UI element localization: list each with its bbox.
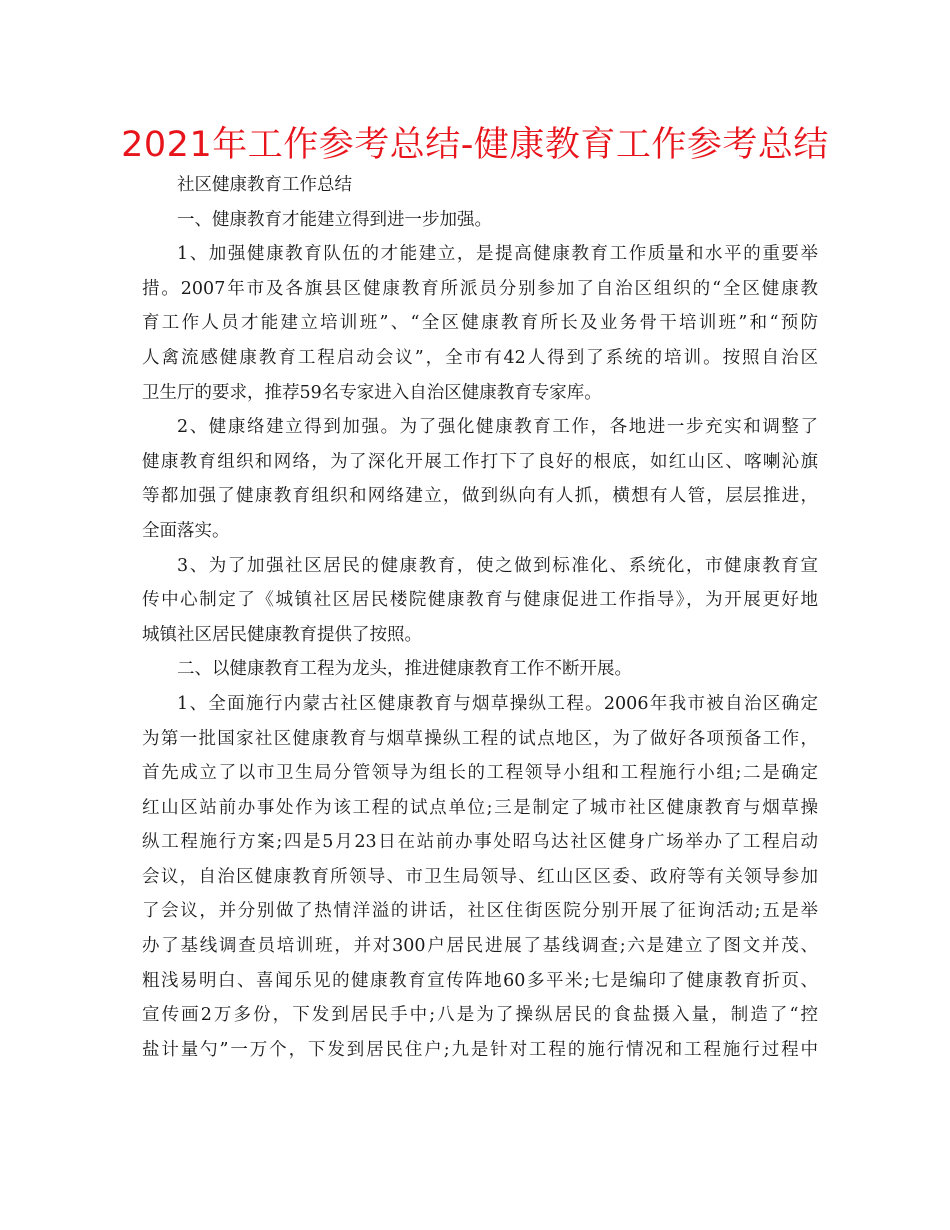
paragraph-line: 人禽流感健康教育工程启动会议”，全市有42人得到了系统的培训。按照自治区 bbox=[142, 347, 818, 368]
paragraph-line: 首先成立了以市卫生局分管领导为组长的工程领导小组和工程施行小组;二是确定 bbox=[142, 763, 818, 784]
paragraph-line: 措。2007年市及各旗县区健康教育所派员分别参加了自治区组织的“全区健康教 bbox=[142, 278, 818, 299]
paragraph-line: 粗浅易明白、喜闻乐见的健康教育宣传阵地60多平米;七是编印了健康教育折页、 bbox=[142, 970, 818, 991]
paragraph-line: 卫生厅的要求，推荐59名专家进入自治区健康教育专家库。 bbox=[142, 382, 602, 403]
document-title: 2021年工作参考总结-健康教育工作参考总结 bbox=[121, 125, 829, 165]
paragraph-line: 1、全面施行内蒙古社区健康教育与烟草操纵工程。2006年我市被自治区确定 bbox=[177, 693, 818, 714]
paragraph-line: 育工作人员才能建立培训班”、“全区健康教育所长及业务骨干培训班”和“预防 bbox=[142, 313, 818, 334]
paragraph-line: 会议，自治区健康教育所领导、市卫生局领导、红山区区委、政府等有关领导参加 bbox=[142, 866, 818, 887]
paragraph-line: 红山区站前办事处作为该工程的试点单位;三是制定了城市社区健康教育与烟草操 bbox=[142, 797, 818, 818]
section-subtitle: 社区健康教育工作总结 bbox=[177, 175, 352, 195]
document-body bbox=[142, 168, 818, 1067]
paragraph-line: 为第一批国家社区健康教育与烟草操纵工程的试点地区，为了做好各项预备工作， bbox=[142, 728, 818, 749]
paragraph-line: 2、健康络建立得到加强。为了强化健康教育工作，各地进一步充实和调整了 bbox=[177, 417, 818, 438]
section-heading: 二、以健康教育工程为龙头，推进健康教育工作不断开展。 bbox=[177, 659, 632, 680]
paragraph-line: 办了基线调查员培训班，并对300户居民进展了基线调查;六是建立了图文并茂、 bbox=[142, 936, 818, 957]
paragraph-line: 城镇社区居民健康教育提供了按照。 bbox=[142, 624, 422, 645]
paragraph-line: 健康教育组织和网络，为了深化开展工作打下了良好的根底，如红山区、喀喇沁旗 bbox=[142, 451, 818, 472]
paragraph-line: 全面落实。 bbox=[142, 520, 230, 541]
paragraph-line: 盐计量勺”一万个，下发到居民住户;九是针对工程的施行情况和工程施行过程中 bbox=[142, 1039, 818, 1060]
section-heading: 一、健康教育才能建立得到进一步加强。 bbox=[177, 209, 492, 230]
paragraph-line: 纵工程施行方案;四是5月23日在站前办事处昭乌达社区健身广场举办了工程启动 bbox=[142, 832, 818, 853]
paragraph-line: 了会议，并分别做了热情洋溢的讲话，社区住街医院分别开展了征询活动;五是举 bbox=[142, 901, 818, 922]
paragraph-line: 1、加强健康教育队伍的才能建立，是提高健康教育工作质量和水平的重要举 bbox=[177, 244, 818, 265]
paragraph-line: 宣传画2万多份，下发到居民手中;八是为了操纵居民的食盐摄入量，制造了“控 bbox=[142, 1005, 818, 1026]
paragraph-line: 传中心制定了《城镇社区居民楼院健康教育与健康促进工作指导》，为开展更好地 bbox=[142, 590, 818, 611]
paragraph-line: 等都加强了健康教育组织和网络建立，做到纵向有人抓，横想有人管，层层推进， bbox=[142, 486, 818, 507]
paragraph-line: 3、为了加强社区居民的健康教育，使之做到标准化、系统化，市健康教育宣 bbox=[177, 555, 818, 576]
